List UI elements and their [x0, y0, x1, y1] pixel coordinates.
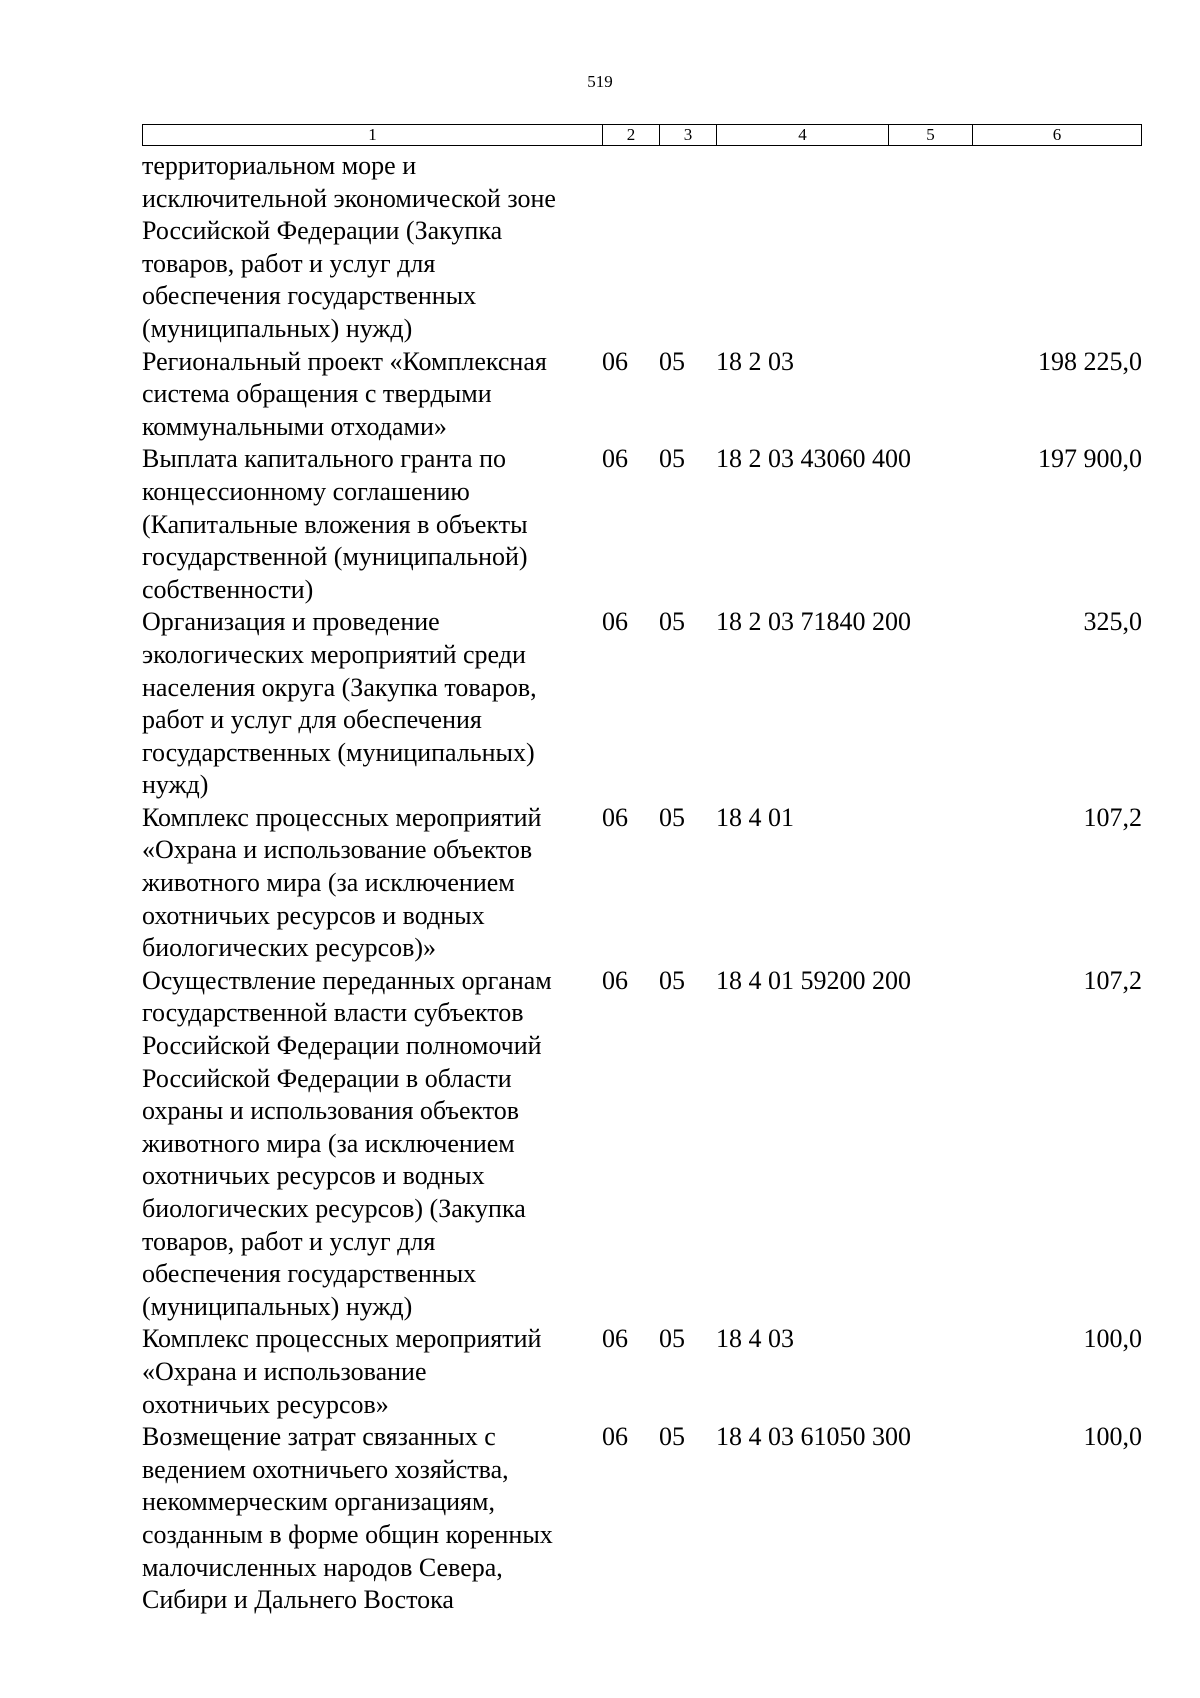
row-section-code: 06 — [602, 965, 628, 995]
row-amount: 325,0 — [1083, 607, 1142, 637]
table-row — [142, 346, 1142, 444]
row-name: Осуществление переданных органам государственной власти субъектов Российской Федерации полномочий Российской Федерации в области охраны и использования объектов животного мира (за исключением охотничьих ресурсов и водных биологических ресурсов) (Закупка товаров, работ и услуг для обеспечения государственных (муниципальных) нужд) — [142, 965, 552, 1321]
row-subsection-code: 05 — [659, 1324, 685, 1354]
column-header-1: 1 — [143, 125, 603, 145]
row-target-article: 18 2 03 — [716, 346, 794, 376]
row-name: Организация и проведение экологических мероприятий среди населения округа (Закупка товаров, работ и услуг для обеспечения государственных (муниципальных) нужд) — [142, 607, 537, 800]
row-amount — [972, 150, 1142, 346]
column-header-4: 4 — [717, 125, 889, 145]
column-header-row — [142, 124, 1142, 146]
row-amount: 100,0 — [1083, 1422, 1142, 1452]
row-target-article: 18 4 03 — [716, 1324, 794, 1354]
row-amount: 100,0 — [1083, 1324, 1142, 1354]
table-row — [142, 1323, 1142, 1421]
row-target-article — [716, 150, 972, 346]
row-section-code: 06 — [602, 346, 628, 376]
row-name: Комплекс процессных мероприятий «Охрана и использование объектов животного мира (за исключением охотничьих ресурсов и водных биологических ресурсов)» — [142, 802, 542, 963]
row-subsection-code: 05 — [659, 346, 685, 376]
row-section-code: 06 — [602, 1422, 628, 1452]
table-row — [142, 965, 1142, 1324]
row-amount: 197 900,0 — [1038, 444, 1142, 474]
table-row — [142, 443, 1142, 606]
row-target-article: 18 4 01 — [716, 802, 794, 832]
column-header-3: 3 — [660, 125, 717, 145]
row-name: территориальном море и исключительной экономической зоне Российской Федерации (Закупка товаров, работ и услуг для обеспечения государственных (муниципальных) нужд) — [142, 151, 556, 343]
row-name: Возмещение затрат связанных с ведением охотничьего хозяйства, некоммерческим организациям, созданным в форме общин коренных малочисленных народов Севера, Сибири и Дальнего Востока — [142, 1422, 553, 1615]
page-number: 519 — [587, 72, 613, 91]
row-section-code: 06 — [602, 444, 628, 474]
row-name: Выплата капитального гранта по концессионному соглашению (Капитальные вложения в объекты государственной (муниципальной) собственности) — [142, 444, 528, 604]
table-row — [142, 1421, 1142, 1617]
column-header-6: 6 — [1052, 125, 1062, 144]
column-header-5: 5 — [889, 125, 973, 145]
row-subsection-code — [659, 150, 716, 346]
row-section-code: 06 — [602, 1324, 628, 1354]
row-amount: 107,2 — [1083, 965, 1142, 995]
table-row — [142, 606, 1142, 802]
row-subsection-code: 05 — [659, 965, 685, 995]
row-section-code: 06 — [602, 802, 628, 832]
row-subsection-code: 05 — [659, 607, 685, 637]
table-row — [142, 802, 1142, 965]
row-subsection-code: 05 — [659, 1422, 685, 1452]
column-header-2: 2 — [603, 125, 660, 145]
row-target-article: 18 2 03 43060 400 — [716, 444, 911, 474]
row-target-article: 18 2 03 71840 200 — [716, 607, 911, 637]
row-name: Комплекс процессных мероприятий «Охрана и использование охотничьих ресурсов» — [142, 1324, 542, 1419]
row-subsection-code: 05 — [659, 802, 685, 832]
row-section-code — [602, 150, 659, 346]
table-row — [142, 150, 1142, 346]
row-target-article: 18 4 03 61050 300 — [716, 1422, 911, 1452]
row-amount: 107,2 — [1083, 802, 1142, 832]
row-section-code: 06 — [602, 607, 628, 637]
budget-table-body — [142, 150, 1142, 1617]
row-subsection-code: 05 — [659, 444, 685, 474]
row-target-article: 18 4 01 59200 200 — [716, 965, 911, 995]
row-amount: 198 225,0 — [1038, 346, 1142, 376]
row-name: Региональный проект «Комплексная система обращения с твердыми коммунальными отходами» — [142, 346, 547, 441]
